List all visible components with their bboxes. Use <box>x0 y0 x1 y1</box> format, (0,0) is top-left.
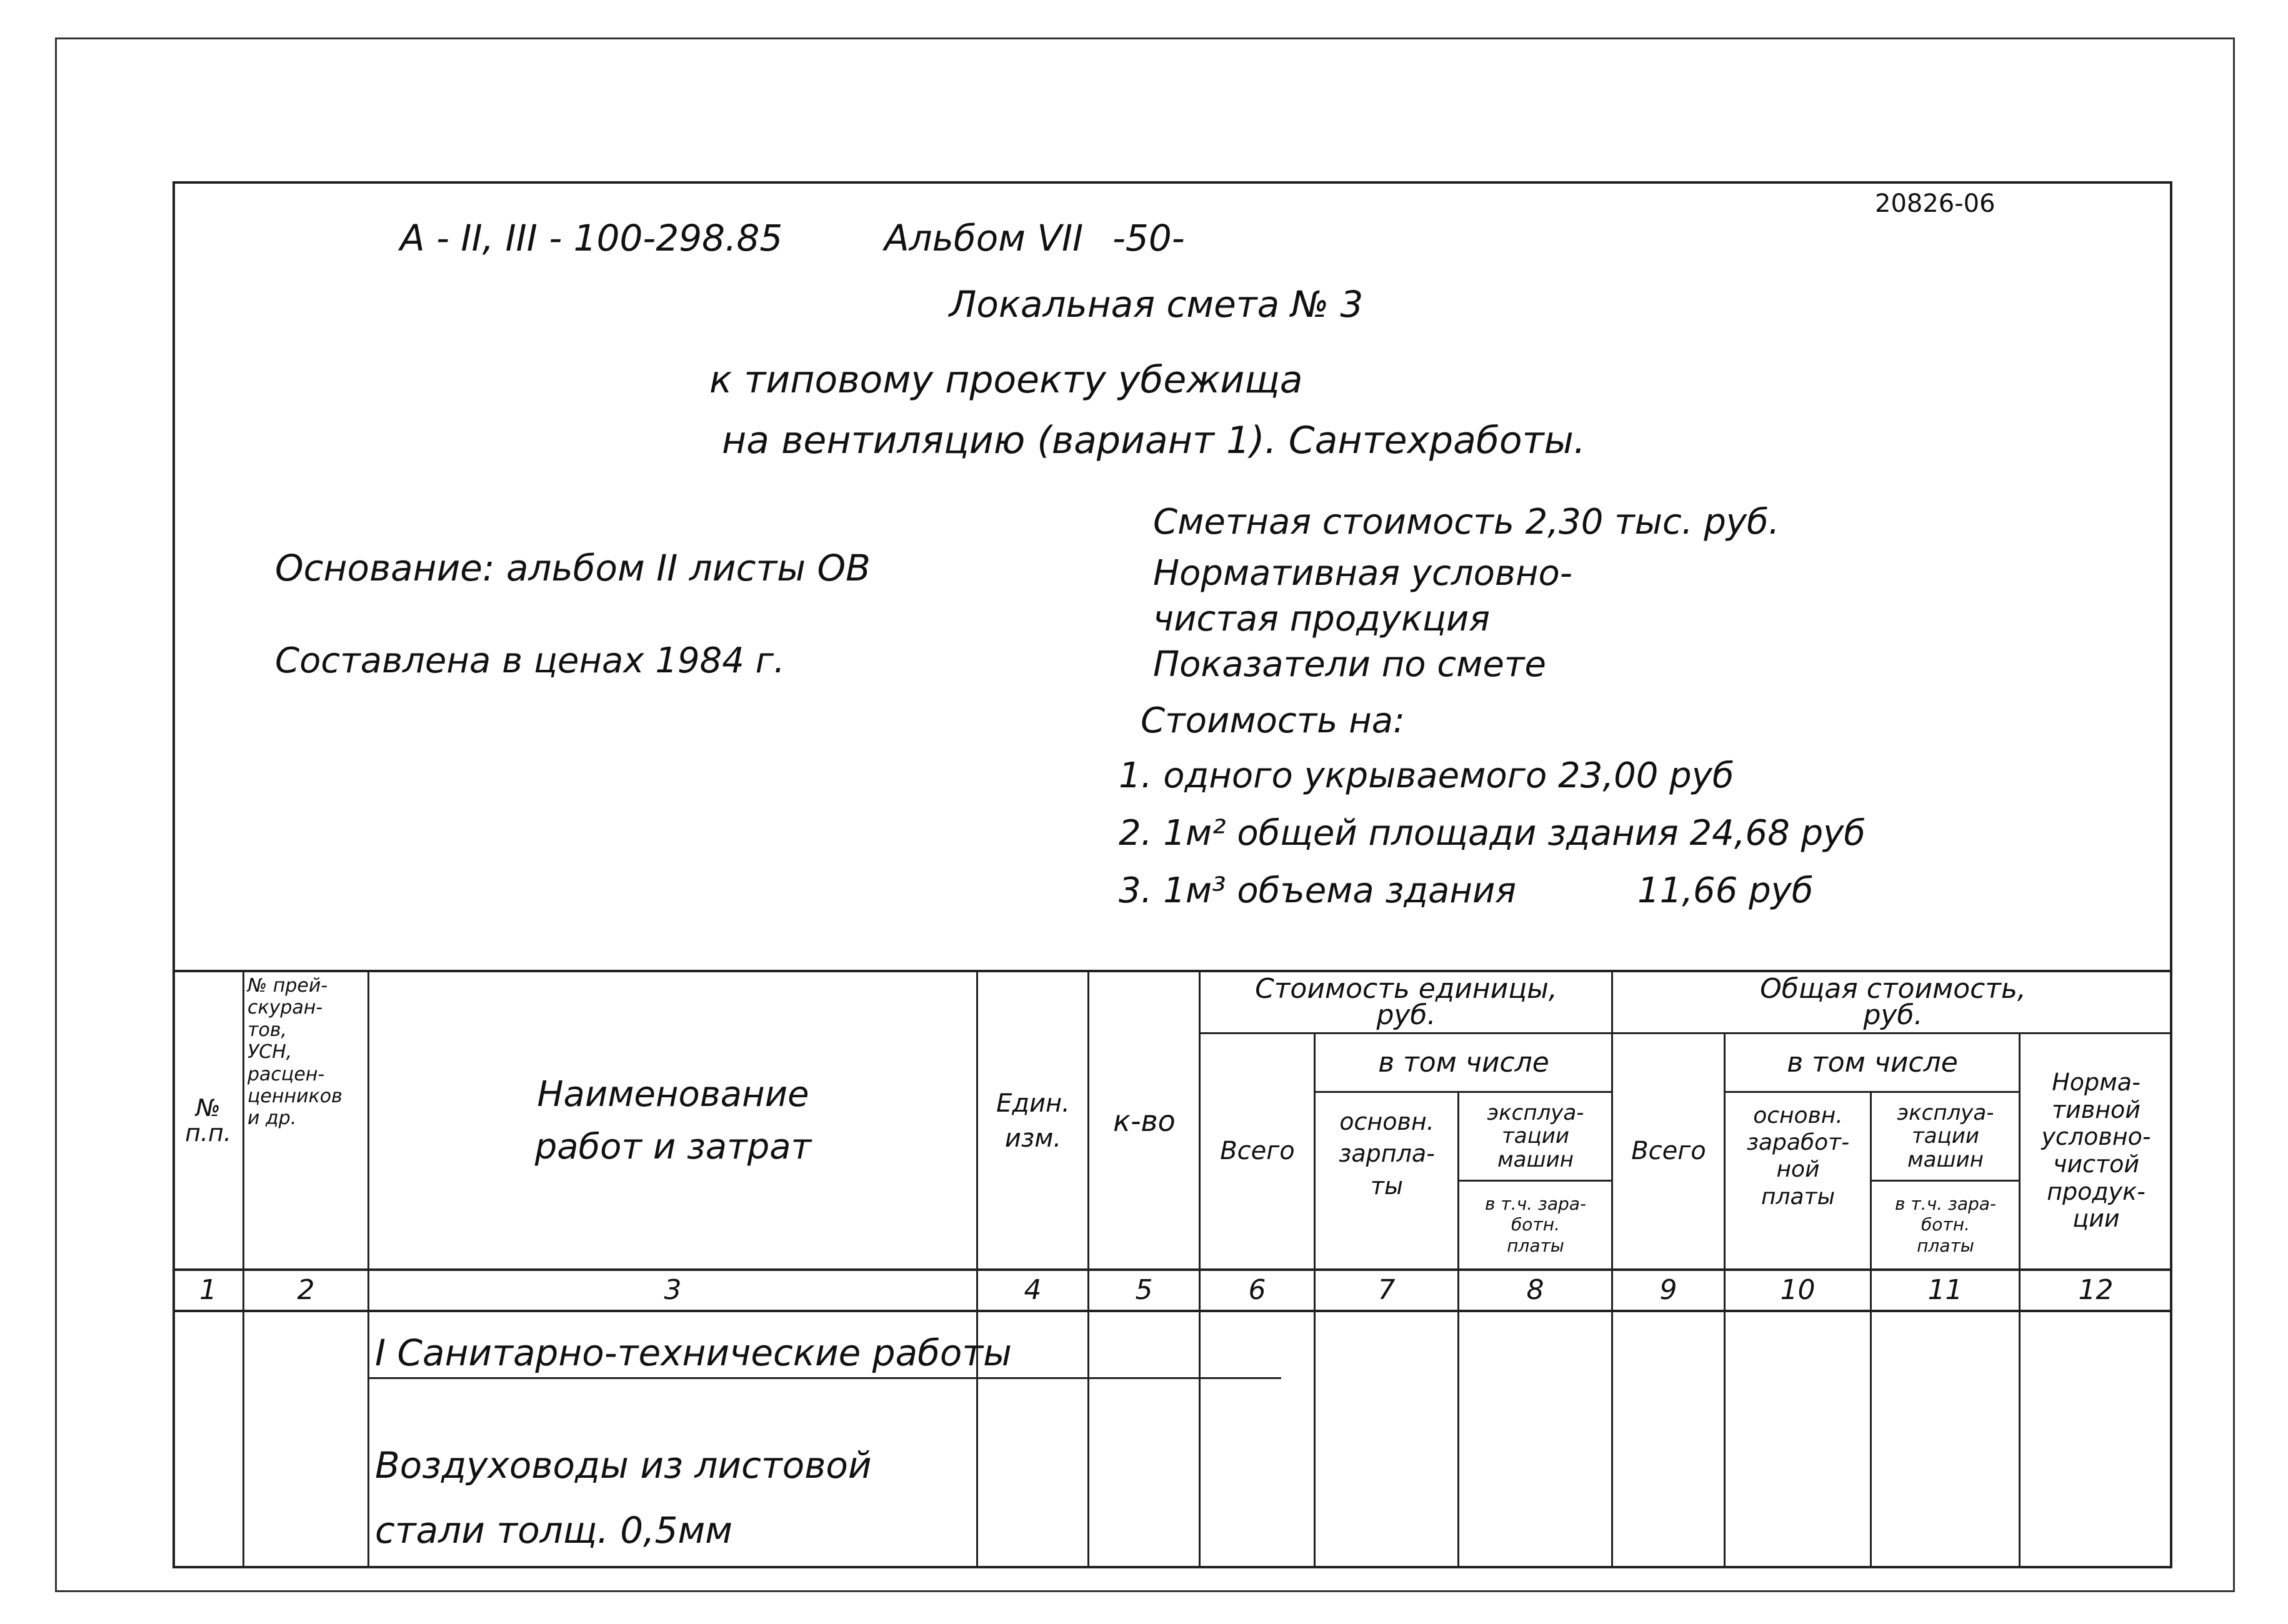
header-normative-line-5: продук- <box>2047 1177 2146 1205</box>
header-total-machine-wages <box>1872 1182 2019 1267</box>
header-total-wages <box>1726 1093 1870 1267</box>
header-normative-line-4: чистой <box>2052 1150 2140 1178</box>
header-num-line-1: № <box>196 1094 221 1122</box>
header-normative-line-1: Норма- <box>2052 1068 2141 1096</box>
header-name-line-2: работ и затрат <box>534 1127 812 1167</box>
header-unit-wages-line-3: ты <box>1370 1172 1404 1200</box>
header-name-line-1: Наименование <box>537 1074 809 1115</box>
header-unit-cost-line-2: руб. <box>1376 999 1436 1031</box>
vline-4 <box>1087 970 1089 1568</box>
header-unit-machine-wages <box>1460 1182 1611 1267</box>
section-title: I Санитарно-технические работы <box>375 1332 1012 1374</box>
column-number-12: 12 <box>2078 1273 2114 1306</box>
header-unit <box>979 975 1087 1267</box>
row-description-line-2: стали толщ. 0,5мм <box>375 1509 733 1552</box>
header-pricelist-line-4: УСН, <box>247 1041 292 1064</box>
archive-code: 20826-06 <box>1875 189 1996 218</box>
column-number-9: 9 <box>1659 1273 1677 1306</box>
indicator-per-person: 1. одного укрываемого 23,00 руб <box>1119 755 1734 796</box>
column-number-11: 11 <box>1927 1273 1963 1306</box>
header-total-machines <box>1872 1093 2019 1180</box>
header-pricelist-line-5: расцен- <box>247 1063 325 1085</box>
header-total-wages-line-3: ной <box>1776 1157 1820 1183</box>
normative-line-2: чистая продукция <box>1153 599 1490 639</box>
header-unit-cost-group <box>1201 972 1611 1032</box>
header-total-cost-line-2: руб. <box>1863 999 1923 1031</box>
header-unit-wages-line-2: зарпла- <box>1339 1140 1435 1168</box>
header-name <box>370 975 976 1267</box>
header-total-machines-line-1: эксплуа- <box>1897 1100 1994 1125</box>
header-total-mw-line-3: платы <box>1917 1235 1974 1256</box>
header-unit-incl: в том числе <box>1378 1046 1549 1079</box>
header-unit-wages <box>1316 1093 1457 1267</box>
header-unit-wages-line-1: основн. <box>1339 1108 1434 1135</box>
column-number-8: 8 <box>1526 1273 1544 1306</box>
album-label: Альбом VII <box>884 217 1084 259</box>
column-number-3: 3 <box>664 1273 682 1306</box>
column-number-10: 10 <box>1780 1273 1816 1306</box>
header-unit-machines-line-1: эксплуа- <box>1487 1100 1584 1125</box>
project-subtitle-line: на вентиляцию (вариант 1). Сантехработы. <box>722 419 1586 462</box>
header-total-machines-line-2: тации <box>1912 1123 1979 1149</box>
header-normative-line-2: тивной <box>2051 1095 2141 1123</box>
header-pricelist-line-6: ценников <box>247 1085 342 1107</box>
header-unit-total: Всего <box>1220 1137 1295 1165</box>
vline-3 <box>976 970 978 1568</box>
unit-incl-divider <box>1314 1091 1611 1093</box>
header-pricelist-line-2: скуран- <box>247 997 323 1019</box>
vline-8 <box>1611 970 1613 1568</box>
header-unit-machines <box>1460 1093 1611 1180</box>
header-unit-mw-line-3: платы <box>1507 1235 1564 1256</box>
vline-2 <box>367 970 369 1568</box>
indicators-title: Показатели по смете <box>1153 644 1546 685</box>
header-pricelist-line-1: № прей- <box>247 975 328 997</box>
estimated-cost: Сметная стоимость 2,30 тыс. руб. <box>1153 502 1780 542</box>
column-number-5: 5 <box>1135 1273 1153 1306</box>
header-total-mw-line-2: ботн. <box>1921 1214 1970 1235</box>
header-num <box>174 975 242 1267</box>
vline-1 <box>242 970 244 1568</box>
vline-10 <box>1870 1091 1872 1568</box>
column-number-2: 2 <box>297 1273 315 1306</box>
header-unit-machines-line-3: машин <box>1497 1147 1574 1172</box>
header-total-wages-line-2: заработ- <box>1746 1130 1850 1156</box>
section-underline <box>369 1377 1281 1379</box>
column-number-7: 7 <box>1377 1273 1396 1306</box>
header-pricelist-line-7: и др. <box>247 1107 297 1130</box>
unit-machine-split <box>1457 1180 1611 1182</box>
total-machine-split <box>1870 1180 2019 1182</box>
header-total-total: Всего <box>1631 1137 1706 1165</box>
header-total-incl: в том числе <box>1787 1046 1958 1079</box>
cost-per-label: Стоимость на: <box>1141 700 1405 741</box>
indicator-per-volume-label: 3. 1м³ объема здания <box>1119 870 1517 911</box>
basis-text: Основание: альбом II листы ОВ <box>275 547 871 589</box>
project-title-line: к типовому проекту убежища <box>709 358 1303 402</box>
header-pricelist <box>245 972 367 1267</box>
header-total-machines-line-3: машин <box>1907 1147 1984 1172</box>
header-pricelist-line-3: тов, <box>247 1019 287 1041</box>
header-total-wages-line-1: основн. <box>1753 1103 1843 1128</box>
page-number: -50- <box>1112 217 1185 259</box>
header-normative <box>2021 1035 2171 1267</box>
row-description-line-1: Воздуховоды из листовой <box>375 1444 872 1487</box>
header-normative-line-6: ции <box>2072 1205 2120 1233</box>
header-qty: к-во <box>1113 1103 1176 1138</box>
header-unit-line-2: изм. <box>1004 1124 1062 1153</box>
header-unit-machines-line-2: тации <box>1502 1123 1569 1149</box>
column-number-1: 1 <box>199 1273 217 1306</box>
header-total-wages-line-4: платы <box>1761 1183 1835 1210</box>
header-unit-cost-line-1: Стоимость единицы, <box>1255 973 1557 1005</box>
header-total-cost-line-1: Общая стоимость, <box>1760 973 2026 1005</box>
doc-code: А - II, III - 100-298.85 <box>400 217 783 259</box>
group-unit-divider <box>1199 1032 1611 1034</box>
indicator-per-volume-value: 11,66 руб <box>1637 870 1814 911</box>
vline-5 <box>1199 970 1201 1568</box>
table-colnum-bottom-line <box>172 1310 2172 1312</box>
header-normative-line-3: условно- <box>2041 1123 2151 1151</box>
normative-line-1: Нормативная условно- <box>1153 553 1572 594</box>
header-unit-mw-line-1: в т.ч. зара- <box>1484 1193 1587 1214</box>
header-num-line-2: п.п. <box>185 1119 231 1147</box>
header-unit-mw-line-2: ботн. <box>1511 1214 1560 1235</box>
compiled-text: Составлена в ценах 1984 г. <box>275 640 785 681</box>
header-total-cost-group <box>1614 972 2172 1032</box>
vline-7 <box>1457 1091 1459 1568</box>
group-total-divider <box>1611 1032 2172 1034</box>
column-number-6: 6 <box>1248 1273 1266 1306</box>
column-number-4: 4 <box>1024 1273 1042 1306</box>
indicator-per-area: 2. 1м² общей площади здания 24,68 руб <box>1119 813 1866 854</box>
header-total-mw-line-1: в т.ч. зара- <box>1894 1193 1997 1214</box>
header-unit-line-1: Един. <box>996 1089 1070 1118</box>
estimate-title: Локальная смета № 3 <box>949 283 1364 326</box>
